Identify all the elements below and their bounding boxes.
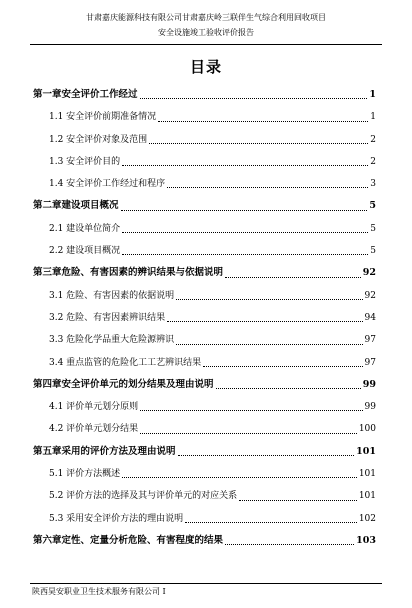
toc-entry-text: 第五章采用的评价方法及理由说明 bbox=[33, 445, 176, 457]
toc-page-number: 1 bbox=[370, 112, 376, 123]
toc-chapter-entry[interactable] bbox=[33, 530, 376, 552]
toc-entry-text: 1.3 安全评价目的 bbox=[49, 156, 121, 167]
toc-entry-text: 4.2 评价单元划分结果 bbox=[49, 424, 139, 435]
toc-page-number: 2 bbox=[370, 156, 376, 167]
toc-section-entry[interactable] bbox=[33, 352, 376, 374]
toc-page-number: 5 bbox=[370, 223, 376, 234]
header-line-company-project: 甘肃嘉庆能源科技有限公司甘肃嘉庆岭三联伴生气综合利用回收项目 bbox=[86, 13, 326, 22]
dot-leader bbox=[122, 477, 357, 478]
toc-entry-text: 2.2 建设项目概况 bbox=[49, 246, 121, 257]
toc-page-number: 99 bbox=[362, 378, 376, 390]
dot-leader bbox=[176, 299, 362, 300]
toc-section-entry[interactable] bbox=[33, 329, 376, 351]
header-divider bbox=[30, 44, 382, 45]
toc-section-entry[interactable] bbox=[33, 463, 376, 485]
toc-entry-text: 3.1 危险、有害因素的依据说明 bbox=[49, 290, 175, 301]
toc-section-entry[interactable] bbox=[33, 106, 376, 128]
toc-entry-text: 5.1 评价方法概述 bbox=[49, 469, 121, 480]
dot-leader bbox=[122, 232, 368, 233]
dot-leader bbox=[122, 165, 368, 166]
dot-leader bbox=[158, 121, 368, 122]
toc-chapter-entry[interactable] bbox=[33, 195, 376, 217]
dot-leader bbox=[149, 143, 368, 144]
toc-page-number: 2 bbox=[370, 134, 376, 145]
toc-entry-text: 第三章危险、有害因素的辨识结果与依据说明 bbox=[33, 267, 224, 279]
dot-leader bbox=[140, 410, 362, 411]
toc-page-number: 101 bbox=[356, 445, 376, 457]
toc-page-number: 97 bbox=[364, 357, 376, 368]
toc-page-number: 103 bbox=[356, 534, 376, 546]
dot-leader bbox=[167, 187, 368, 188]
toc-entry-text: 5.3 采用安全评价方法的理由说明 bbox=[49, 513, 184, 524]
toc-section-entry[interactable] bbox=[33, 508, 376, 530]
toc-chapter-entry[interactable] bbox=[33, 262, 376, 284]
dot-leader bbox=[216, 388, 361, 389]
toc-section-entry[interactable] bbox=[33, 129, 376, 151]
toc-section-entry[interactable] bbox=[33, 285, 376, 307]
dot-leader bbox=[176, 344, 362, 345]
toc-entry-text: 第四章安全评价单元的划分结果及理由说明 bbox=[33, 378, 214, 390]
toc-section-entry[interactable] bbox=[33, 218, 376, 240]
dot-leader bbox=[140, 98, 368, 99]
dot-leader bbox=[239, 500, 357, 501]
toc-entry-text: 1.2 安全评价对象及范围 bbox=[49, 134, 148, 145]
toc-entry-text: 第一章安全评价工作经过 bbox=[33, 89, 138, 100]
dot-leader bbox=[225, 544, 354, 545]
toc-section-entry[interactable] bbox=[33, 418, 376, 440]
toc-page-number: 100 bbox=[358, 424, 376, 435]
toc-page-number: 92 bbox=[362, 267, 376, 279]
toc-page-number: 101 bbox=[358, 491, 376, 502]
toc-section-entry[interactable] bbox=[33, 173, 376, 195]
toc-entry-text: 3.4 重点监管的危险化工工艺辨识结果 bbox=[49, 357, 202, 368]
dot-leader bbox=[203, 366, 362, 367]
toc-page-number: 92 bbox=[364, 290, 376, 301]
page-header bbox=[30, 10, 382, 40]
toc-page-number: 5 bbox=[370, 246, 376, 257]
dot-leader bbox=[140, 433, 357, 434]
toc-entry-text: 4.1 评价单元划分原则 bbox=[49, 402, 139, 413]
toc-entry-text: 1.1 安全评价前期准备情况 bbox=[49, 112, 157, 123]
toc-page-number: 97 bbox=[364, 335, 376, 346]
toc-page-number: 5 bbox=[369, 200, 376, 212]
toc-section-entry[interactable] bbox=[33, 307, 376, 329]
table-of-contents bbox=[33, 84, 376, 552]
dot-leader bbox=[185, 522, 357, 523]
dot-leader bbox=[121, 210, 368, 211]
dot-leader bbox=[167, 321, 362, 322]
toc-title: 目录 bbox=[189, 58, 222, 76]
toc-entry-text: 5.2 评价方法的选择及其与评价单元的对应关系 bbox=[49, 491, 238, 502]
toc-page-number: 101 bbox=[358, 469, 376, 480]
toc-section-entry[interactable] bbox=[33, 396, 376, 418]
toc-chapter-entry[interactable] bbox=[33, 84, 376, 106]
toc-entry-text: 第二章建设项目概况 bbox=[33, 200, 119, 212]
toc-page-number: 102 bbox=[358, 513, 376, 524]
footer-divider bbox=[30, 583, 382, 584]
dot-leader bbox=[178, 455, 355, 456]
page-footer: 陕西昊安职业卫生技术服务有限公司 I bbox=[32, 587, 166, 596]
toc-chapter-entry[interactable] bbox=[33, 441, 376, 463]
toc-entry-text: 2.1 建设单位简介 bbox=[49, 223, 121, 234]
header-line-report-name: 安全设施竣工验收评价报告 bbox=[158, 28, 254, 37]
toc-page-number: 94 bbox=[364, 312, 376, 323]
toc-entry-text: 1.4 安全评价工作经过和程序 bbox=[49, 179, 166, 190]
toc-entry-text: 3.2 危险、有害因素辨识结果 bbox=[49, 312, 166, 323]
toc-entry-text: 第六章定性、定量分析危险、有害程度的结果 bbox=[33, 534, 224, 546]
toc-chapter-entry[interactable] bbox=[33, 374, 376, 396]
toc-section-entry[interactable] bbox=[33, 240, 376, 262]
dot-leader bbox=[122, 254, 368, 255]
dot-leader bbox=[225, 277, 361, 278]
toc-section-entry[interactable] bbox=[33, 485, 376, 507]
toc-entry-text: 3.3 危险化学品重大危险源辨识 bbox=[49, 335, 175, 346]
toc-page-number: 3 bbox=[370, 179, 376, 190]
toc-page-number: 99 bbox=[364, 402, 376, 413]
toc-page-number: 1 bbox=[369, 89, 376, 100]
toc-section-entry[interactable] bbox=[33, 151, 376, 173]
